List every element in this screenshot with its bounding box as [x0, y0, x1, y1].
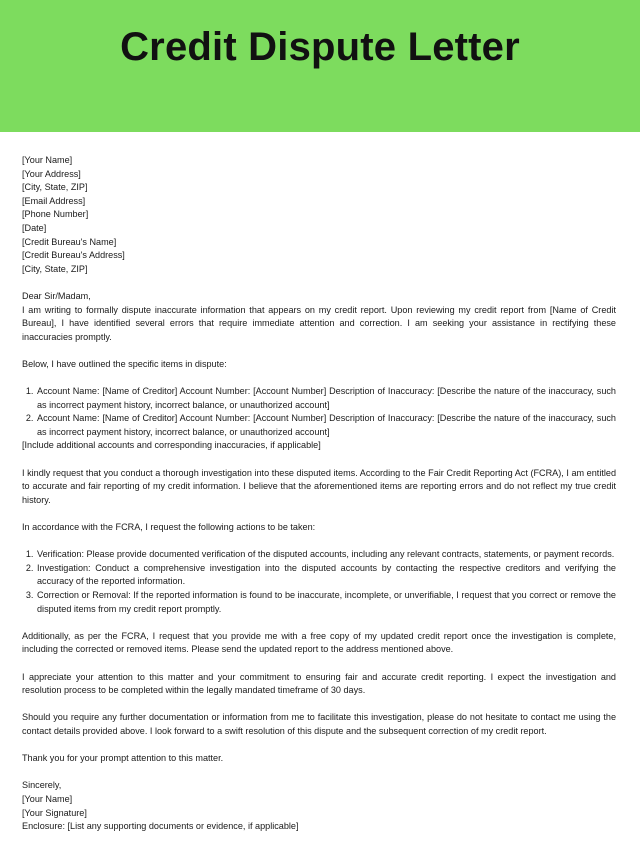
investigation-request: I kindly request that you conduct a thorough investigation into these disputed items. According to the Fair Credit Reporting Act (FCRA), I am entitled to accurate and fair reporting of my credit information. I believe that the aforementioned items are reporting errors and do not reflect my true credit history.: [22, 467, 616, 505]
closing-block: [22, 779, 616, 833]
bureau-city-state-zip: [City, State, ZIP]: [22, 263, 88, 274]
dispute-items-list: [22, 385, 616, 439]
action-verification: 1. Verification: Please provide documented verification of the disputed accounts, including any relevant contracts, statements, or payment records.: [36, 548, 616, 562]
bureau-address: [Credit Bureau's Address]: [22, 250, 125, 261]
free-copy-paragraph: Additionally, as per the FCRA, I request that you provide me with a free copy of my updated credit report once the investigation is complete, including the corrected or removed items. Please send the updated report to the address mentioned above.: [22, 630, 616, 655]
sign-off: Sincerely,: [22, 780, 62, 791]
items-intro: Below, I have outlined the specific items in dispute:: [22, 358, 227, 369]
dispute-item: 1. Account Name: [Name of Creditor] Account Number: [Account Number] Description of Inaccuracy: [Describe the nature of the inaccuracy, such as incorrect payment history, incorrect balance, or unauthorized account]: [36, 385, 616, 412]
letter-date: [Date]: [22, 222, 47, 233]
sender-address: [Your Address]: [22, 168, 81, 179]
action-investigation: 2. Investigation: Conduct a comprehensive investigation into the disputed accounts by contacting the respective creditors and verifying the accuracy of the reported information.: [36, 562, 616, 589]
actions-list: [22, 548, 616, 616]
letter-body: [22, 154, 616, 847]
appreciation-paragraph: I appreciate your attention to this matter and your commitment to ensuring fair and accurate credit reporting. I expect the investigation and resolution process to be completed within the legally mandated timeframe of 30 days.: [22, 671, 616, 696]
page-title: Credit Dispute Letter: [120, 25, 520, 69]
enclosure-line: Enclosure: [List any supporting documents or evidence, if applicable]: [22, 821, 299, 832]
sender-phone: [Phone Number]: [22, 209, 89, 220]
sender-city-state-zip: [City, State, ZIP]: [22, 182, 88, 193]
bureau-name: [Credit Bureau's Name]: [22, 236, 117, 247]
title-banner: [0, 0, 640, 132]
additional-accounts-note: [Include additional accounts and corresponding inaccuracies, if applicable]: [22, 440, 321, 451]
further-info-paragraph: Should you require any further documentation or information from me to facilitate this investigation, please do not hesitate to contact me using the contact details provided above. I look forward to a swift resolution of this dispute and the subsequent correction of my credit report.: [22, 712, 616, 736]
sender-name: [Your Name]: [22, 155, 73, 165]
action-correction-removal: 3. Correction or Removal: If the reported information is found to be inaccurate, incomplete, or unverifiable, I request that you correct or remove the disputed items from my credit report promptly.: [36, 589, 616, 616]
greeting: Dear Sir/Madam,: [22, 290, 91, 301]
closing-name: [Your Name]: [22, 793, 73, 804]
thanks-line: Thank you for your prompt attention to this matter.: [22, 753, 224, 764]
dispute-items-block: [22, 385, 616, 453]
closing-signature: [Your Signature]: [22, 807, 87, 818]
actions-intro: In accordance with the FCRA, I request the following actions to be taken:: [22, 522, 316, 533]
sender-block: [22, 154, 616, 276]
greeting-intro: [22, 290, 616, 344]
sender-email: [Email Address]: [22, 195, 86, 206]
dispute-item: 2. Account Name: [Name of Creditor] Account Number: [Account Number] Description of Inaccuracy: [Describe the nature of the inaccuracy, such as incorrect payment history, incorrect balance, or unauthorized account]: [36, 412, 616, 439]
actions-block: [22, 548, 616, 616]
intro-paragraph: I am writing to formally dispute inaccurate information that appears on my credit report. Upon reviewing my credit report from [Name of Credit Bureau], I have identified several errors that require immediate attention and correction. I am seeking your assistance in rectifying these inaccuracies promptly.: [22, 304, 616, 342]
